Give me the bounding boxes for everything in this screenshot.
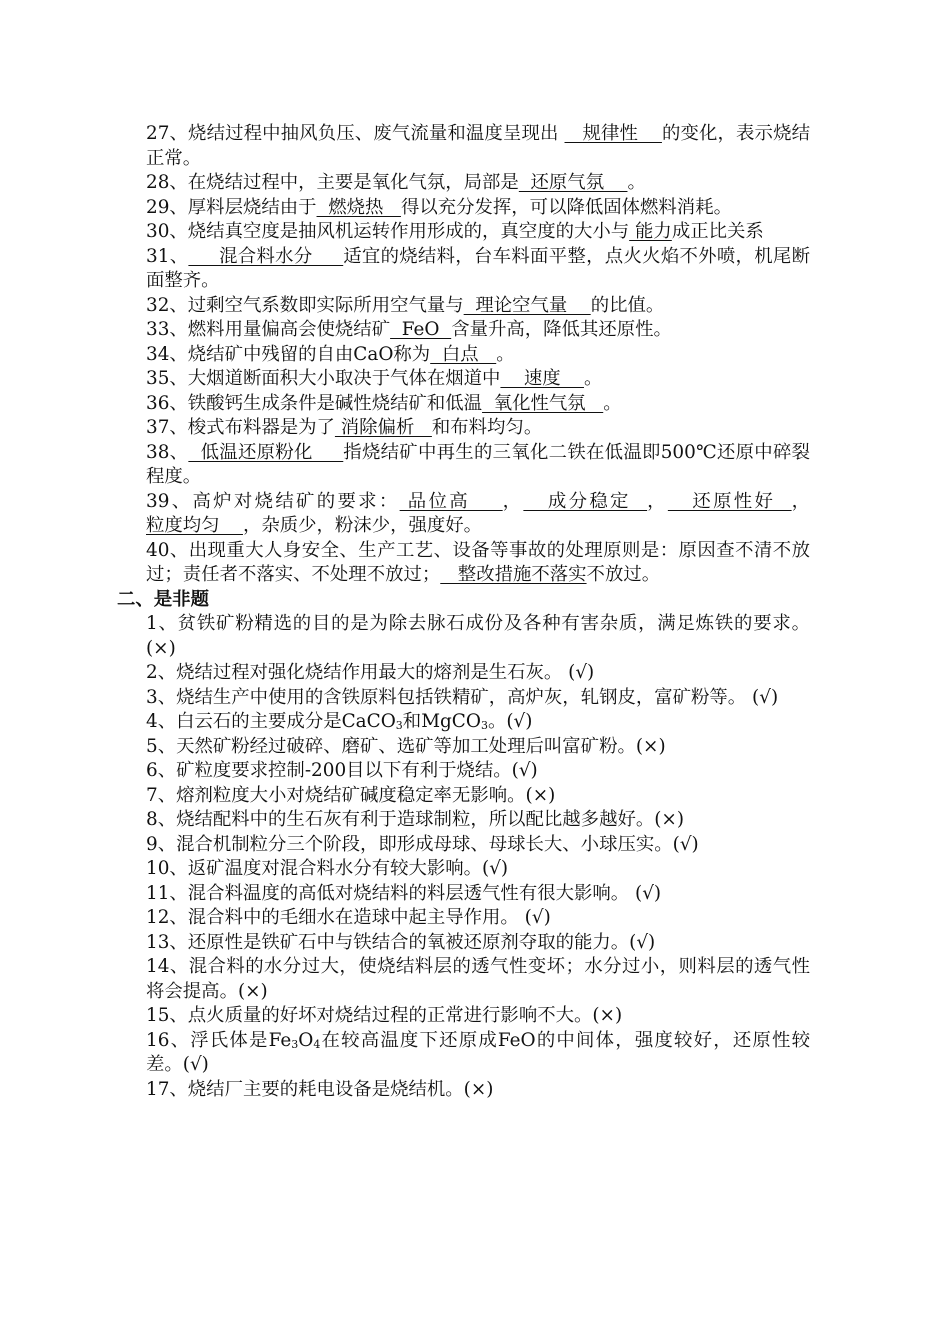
fill-in-question bbox=[146, 392, 810, 417]
question-text: 12、混合料中的毛细水在造球中起主导作用。 (√) bbox=[146, 907, 551, 928]
fill-in-question bbox=[146, 416, 810, 441]
answer-blank: FeO bbox=[390, 319, 452, 340]
question-text: 5、天然矿粉经过破碎、磨矿、选矿等加工处理后叫富矿粉。(×) bbox=[146, 735, 666, 757]
answer-blank: 理论空气量 bbox=[463, 294, 591, 316]
question-text: 不放过。 bbox=[586, 564, 661, 585]
fill-in-question bbox=[146, 245, 810, 294]
answer-blank: 氧化性气氛 bbox=[482, 392, 604, 414]
question-text: 7、熔剂粒度大小对烧结矿碱度稳定率无影响。(×) bbox=[146, 784, 556, 806]
question-text: 4、白云石的主要成分是CaCO bbox=[146, 711, 396, 732]
question-text: 40、出现重大人身安全、生产工艺、设备等事故的处理原则是：原因查不清不放过；责任者不落实、不处理不放过； bbox=[146, 539, 810, 585]
true-false-question bbox=[146, 833, 810, 858]
question-text: 得以充分发挥，可以降低固体燃料消耗。 bbox=[400, 196, 732, 218]
answer-blank: 规律性 bbox=[564, 123, 662, 144]
true-false-question bbox=[146, 931, 810, 956]
subscript: 3 bbox=[395, 719, 403, 732]
question-text: ， bbox=[647, 490, 668, 512]
fill-in-question bbox=[146, 122, 810, 171]
true-false-question-list bbox=[146, 612, 810, 1102]
section-heading: 二、是非题 bbox=[117, 588, 209, 610]
question-text: 的比值。 bbox=[590, 294, 665, 316]
question-text: 36、铁酸钙生成条件是碱性烧结矿和低温 bbox=[146, 392, 483, 414]
question-text: 8、烧结配料中的生石灰有利于造球制粒，所以配比越多越好。(×) bbox=[146, 809, 685, 830]
answer-blank: 还原气氛 bbox=[518, 172, 628, 193]
question-text: 16、浮氏体是Fe bbox=[146, 1029, 292, 1051]
question-text: 和布料均匀。 bbox=[431, 417, 543, 438]
question-text: 3、烧结生产中使用的含铁原料包括铁精矿，高炉灰，轧钢皮，富矿粉等。 (√) bbox=[146, 686, 779, 708]
question-text: 1、贫铁矿粉精选的目的是为除去脉石成份及各种有害杂质，满足炼铁的要求。(×) bbox=[146, 613, 810, 659]
question-text: 11、混合料温度的高低对烧结料的料层透气性有很大影响。 (√) bbox=[146, 882, 662, 904]
answer-blank: 低温还原粉化 bbox=[188, 441, 344, 463]
fill-in-question bbox=[146, 343, 810, 368]
true-false-question bbox=[146, 857, 810, 882]
true-false-question bbox=[146, 759, 810, 784]
fill-in-question bbox=[146, 490, 810, 539]
question-text: 33、燃料用量偏高会使烧结矿 bbox=[146, 319, 391, 340]
answer-blank: 粒度均匀 bbox=[146, 515, 243, 536]
question-text: 。(√) bbox=[487, 711, 533, 732]
document-body bbox=[117, 122, 811, 1102]
question-text: 14、混合料的水分过大，使烧结料层的透气性变坏；水分过小，则料层的透气性将会提高。(×) bbox=[146, 956, 810, 1002]
question-text: O bbox=[298, 1029, 314, 1051]
answer-blank: 消除偏析 bbox=[334, 417, 432, 438]
true-false-question bbox=[146, 784, 810, 809]
fill-in-question bbox=[146, 539, 810, 588]
question-text: 成正比关系 bbox=[671, 221, 764, 242]
question-text: 28、在烧结过程中，主要是氧化气氛，局部是 bbox=[146, 172, 519, 193]
question-text: ， bbox=[502, 490, 524, 512]
fill-in-question bbox=[146, 367, 810, 392]
question-text: ， bbox=[791, 490, 810, 512]
answer-blank: 白点 bbox=[430, 343, 497, 365]
question-text: 2、烧结过程对强化烧结作用最大的熔剂是生石灰。 (√) bbox=[146, 662, 595, 683]
true-false-question bbox=[146, 710, 810, 735]
true-false-question bbox=[146, 1004, 810, 1029]
question-text: 和MgCO bbox=[402, 711, 481, 732]
true-false-question bbox=[146, 661, 810, 686]
answer-blank: 速度 bbox=[500, 368, 584, 389]
answer-blank: 还原性好 bbox=[667, 490, 792, 512]
question-text: 13、还原性是铁矿石中与铁结合的氧被还原剂夺取的能力。(√) bbox=[146, 931, 656, 953]
question-text: 34、烧结矿中残留的自由CaO称为 bbox=[146, 343, 431, 365]
answer-blank: 能力 bbox=[629, 221, 672, 242]
question-text: 29、厚料层烧结由于 bbox=[146, 196, 317, 218]
question-text: 31、 bbox=[146, 245, 189, 267]
question-text: 17、烧结厂主要的耗电设备是烧结机。(×) bbox=[146, 1078, 494, 1100]
question-text: 含量升高，降低其还原性。 bbox=[451, 319, 672, 340]
fill-in-question bbox=[146, 171, 810, 196]
question-text: 35、大烟道断面积大小取决于气体在烟道中 bbox=[146, 368, 501, 389]
question-text: 。 bbox=[584, 368, 603, 389]
question-text: 在较高温度下还原成FeO的中间体，强度较好，还原性较差。(√) bbox=[146, 1029, 811, 1075]
subscript: 3 bbox=[480, 719, 488, 732]
question-text: 9、混合机制粒分三个阶段，即形成母球、母球长大、小球压实。(√) bbox=[146, 833, 699, 855]
question-text: 30、烧结真空度是抽风机运转作用形成的，真空度的大小与 bbox=[146, 221, 630, 242]
question-text: 39、高炉对烧结矿的要求： bbox=[146, 490, 400, 512]
true-false-question bbox=[146, 735, 810, 760]
fill-in-question bbox=[146, 196, 810, 221]
fill-in-question bbox=[146, 294, 810, 319]
answer-blank: 品位高 bbox=[399, 490, 503, 512]
true-false-question bbox=[146, 1078, 810, 1103]
fill-in-question-list bbox=[146, 122, 810, 588]
true-false-question bbox=[146, 808, 810, 833]
question-text: 。 bbox=[496, 343, 515, 365]
answer-blank: 燃烧热 bbox=[316, 196, 401, 218]
question-text: 。 bbox=[603, 392, 622, 414]
true-false-question bbox=[146, 612, 810, 661]
question-text: 32、过剩空气系数即实际所用空气量与 bbox=[146, 294, 464, 316]
true-false-question bbox=[146, 955, 810, 1004]
answer-blank: 成分稳定 bbox=[523, 490, 648, 512]
true-false-question bbox=[146, 686, 810, 711]
question-text: 27、烧结过程中抽风负压、废气流量和温度呈现出 bbox=[146, 123, 565, 144]
question-text: 指烧结矿中再生的三氧化二铁在低温即500℃还原中碎裂程度。 bbox=[146, 441, 811, 487]
question-text: 的变化，表示烧结正常。 bbox=[146, 123, 810, 169]
fill-in-question bbox=[146, 318, 810, 343]
true-false-question bbox=[146, 882, 810, 907]
fill-in-question bbox=[146, 220, 810, 245]
question-text: 。 bbox=[627, 172, 646, 193]
question-text: ，杂质少，粉沫少，强度好。 bbox=[242, 515, 483, 536]
subscript: 3 bbox=[291, 1037, 299, 1051]
question-text: 10、返矿温度对混合料水分有较大影响。(√) bbox=[146, 858, 509, 879]
subscript: 4 bbox=[313, 1037, 321, 1051]
question-text: 6、矿粒度要求控制-200目以下有利于烧结。(√) bbox=[146, 760, 538, 781]
question-text: 38、 bbox=[146, 441, 189, 463]
true-false-question bbox=[146, 1029, 810, 1078]
question-text: 37、梭式布料器是为了 bbox=[146, 417, 335, 438]
true-false-question bbox=[146, 906, 810, 931]
fill-in-question bbox=[146, 441, 810, 490]
answer-blank: 混合料水分 bbox=[188, 245, 344, 267]
question-text: 适宜的烧结料，台车料面平整，点火火焰不外喷，机尾断面整齐。 bbox=[146, 245, 810, 291]
answer-blank: 整改措施不落实 bbox=[440, 564, 587, 585]
question-text: 15、点火质量的好坏对烧结过程的正常进行影响不大。(×) bbox=[146, 1005, 623, 1026]
